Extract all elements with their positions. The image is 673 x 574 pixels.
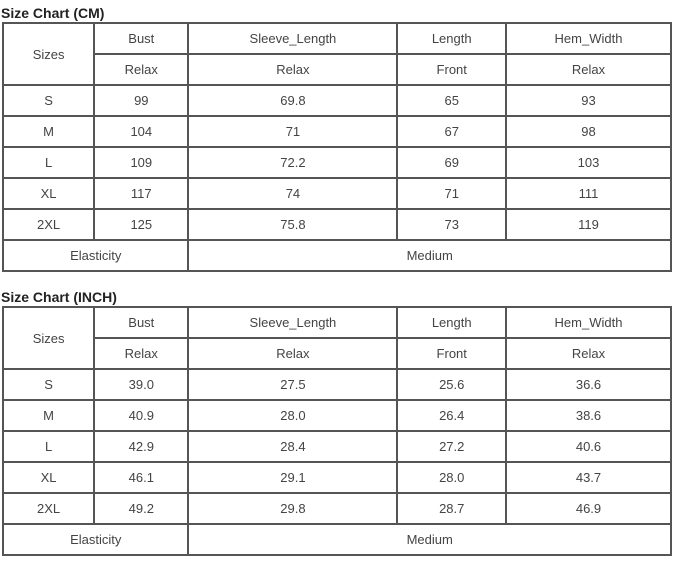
length-cell: 67	[397, 116, 506, 147]
table-row	[3, 369, 671, 400]
header-sizes: Sizes	[3, 307, 94, 369]
bust-cell: 117	[94, 178, 188, 209]
bust-cell: 109	[94, 147, 188, 178]
elasticity-value: Medium	[188, 524, 671, 555]
table-row	[3, 431, 671, 462]
length-cell: 28.7	[397, 493, 506, 524]
sleeve-length-cell: 28.4	[188, 431, 397, 462]
hem-width-cell: 36.6	[506, 369, 671, 400]
size-cell: XL	[3, 178, 94, 209]
header-bust: Bust	[94, 23, 188, 54]
bust-cell: 99	[94, 85, 188, 116]
table-subheader-row	[3, 54, 671, 85]
hem-width-cell: 43.7	[506, 462, 671, 493]
hem-width-cell: 98	[506, 116, 671, 147]
subheader-sleeve-length: Relax	[188, 54, 397, 85]
size-chart-cm-title: Size Chart (CM)	[1, 5, 105, 21]
elasticity-value: Medium	[188, 240, 671, 271]
length-cell: 65	[397, 85, 506, 116]
size-cell: XL	[3, 462, 94, 493]
bust-cell: 104	[94, 116, 188, 147]
table-row	[3, 209, 671, 240]
bust-cell: 42.9	[94, 431, 188, 462]
header-sleeve-length: Sleeve_Length	[188, 23, 397, 54]
hem-width-cell: 111	[506, 178, 671, 209]
table-row	[3, 493, 671, 524]
subheader-length: Front	[397, 54, 506, 85]
sleeve-length-cell: 29.1	[188, 462, 397, 493]
size-chart-inch	[0, 288, 673, 556]
sleeve-length-cell: 27.5	[188, 369, 397, 400]
size-cell: M	[3, 400, 94, 431]
table-footer-row	[3, 524, 671, 555]
table-row	[3, 116, 671, 147]
table-row	[3, 462, 671, 493]
size-chart-inch-table	[2, 306, 672, 556]
bust-cell: 40.9	[94, 400, 188, 431]
table-header-row	[3, 307, 671, 338]
header-bust: Bust	[94, 307, 188, 338]
length-cell: 26.4	[397, 400, 506, 431]
table-header-row	[3, 23, 671, 54]
bust-cell: 49.2	[94, 493, 188, 524]
size-chart-cm	[0, 4, 673, 272]
table-row	[3, 147, 671, 178]
sleeve-length-cell: 69.8	[188, 85, 397, 116]
table-row	[3, 85, 671, 116]
subheader-sleeve-length: Relax	[188, 338, 397, 369]
subheader-bust: Relax	[94, 338, 188, 369]
length-cell: 73	[397, 209, 506, 240]
sleeve-length-cell: 71	[188, 116, 397, 147]
subheader-hem-width: Relax	[506, 54, 671, 85]
header-sizes: Sizes	[3, 23, 94, 85]
header-length: Length	[397, 307, 506, 338]
bust-cell: 125	[94, 209, 188, 240]
sleeve-length-cell: 72.2	[188, 147, 397, 178]
hem-width-cell: 38.6	[506, 400, 671, 431]
header-sleeve-length: Sleeve_Length	[188, 307, 397, 338]
size-cell: 2XL	[3, 209, 94, 240]
size-chart-inch-title: Size Chart (INCH)	[1, 289, 117, 305]
hem-width-cell: 119	[506, 209, 671, 240]
subheader-bust: Relax	[94, 54, 188, 85]
size-cell: S	[3, 369, 94, 400]
subheader-hem-width: Relax	[506, 338, 671, 369]
sleeve-length-cell: 28.0	[188, 400, 397, 431]
table-footer-row	[3, 240, 671, 271]
size-cell: S	[3, 85, 94, 116]
length-cell: 71	[397, 178, 506, 209]
length-cell: 25.6	[397, 369, 506, 400]
size-cell: L	[3, 431, 94, 462]
bust-cell: 46.1	[94, 462, 188, 493]
table-subheader-row	[3, 338, 671, 369]
elasticity-label: Elasticity	[3, 240, 188, 271]
size-cell: L	[3, 147, 94, 178]
length-cell: 27.2	[397, 431, 506, 462]
bust-cell: 39.0	[94, 369, 188, 400]
table-row	[3, 178, 671, 209]
size-cell: M	[3, 116, 94, 147]
header-hem-width: Hem_Width	[506, 307, 671, 338]
header-hem-width: Hem_Width	[506, 23, 671, 54]
hem-width-cell: 46.9	[506, 493, 671, 524]
sleeve-length-cell: 75.8	[188, 209, 397, 240]
elasticity-label: Elasticity	[3, 524, 188, 555]
size-chart-cm-table	[2, 22, 672, 272]
sleeve-length-cell: 74	[188, 178, 397, 209]
table-row	[3, 400, 671, 431]
subheader-length: Front	[397, 338, 506, 369]
length-cell: 28.0	[397, 462, 506, 493]
size-cell: 2XL	[3, 493, 94, 524]
header-length: Length	[397, 23, 506, 54]
hem-width-cell: 93	[506, 85, 671, 116]
sleeve-length-cell: 29.8	[188, 493, 397, 524]
length-cell: 69	[397, 147, 506, 178]
hem-width-cell: 103	[506, 147, 671, 178]
hem-width-cell: 40.6	[506, 431, 671, 462]
